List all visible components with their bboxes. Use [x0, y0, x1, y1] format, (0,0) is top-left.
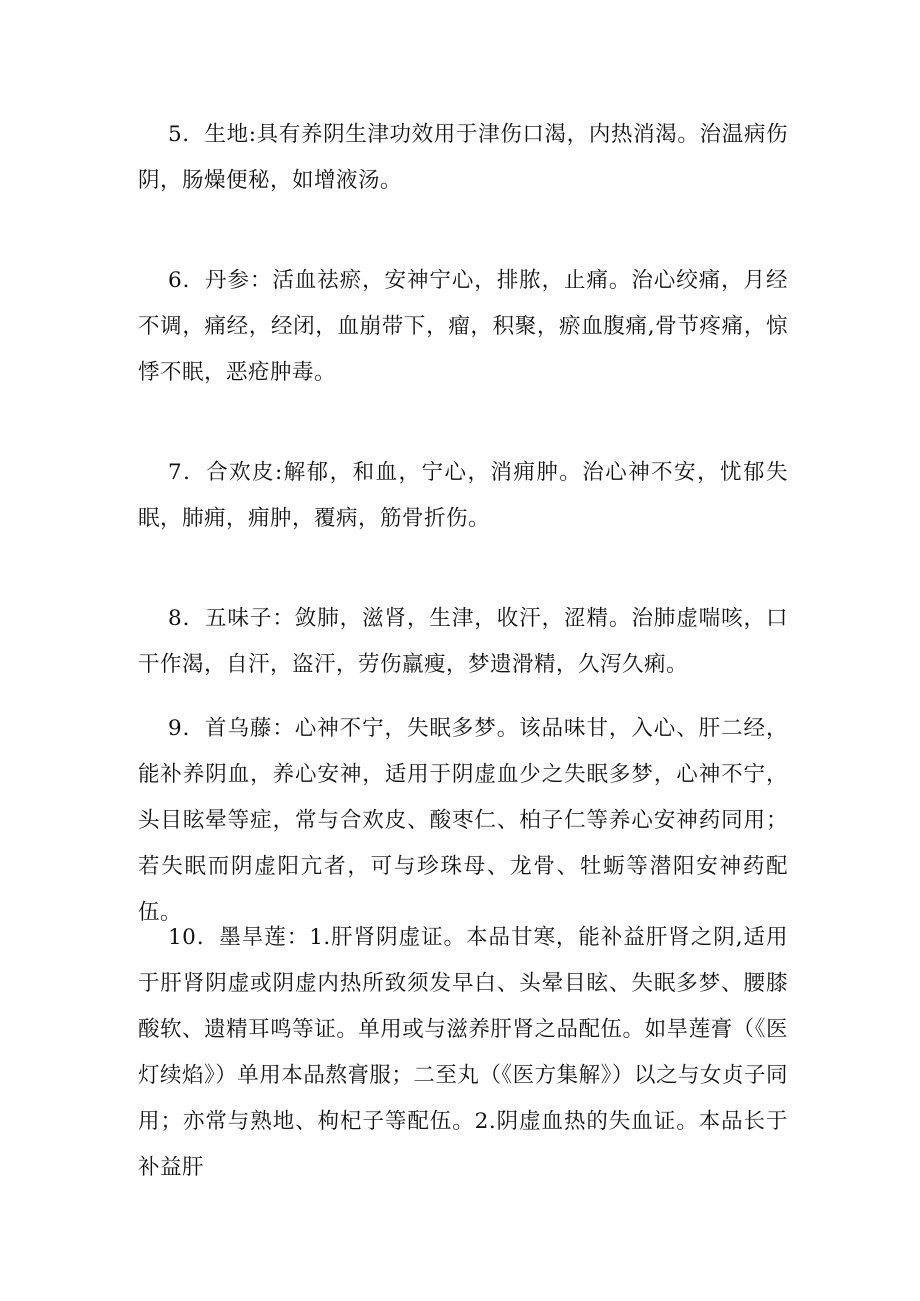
entry-wu-wei-zi: 8．五味子：敛肺，滋肾，生津，收汗，涩精。治肺虚喘咳，口干作渴，自汗，盗汗，劳伤羸瘦，梦遗滑精，久泻久痢。 — [138, 606, 788, 677]
entry-mo-han-lian: 10．墨旱莲：1.肝肾阴虚证。本品甘寒，能补益肝肾之阴,适用于肝肾阴虚或阴虚内热所致须发早白、头晕目眩、失眠多梦、腰膝酸软、遗精耳鸣等证。单用或与滋养肝肾之品配伍。如旱莲膏（《医灯续焰》）单用本品熬膏服；二至丸（《医方集解》）以之与女贞子同用；亦常与熟地、枸杞子等配伍。2.阴虚血热的失血证。本品长于补益肝 — [138, 925, 788, 1180]
entry-he-huan-pi: 7．合欢皮:解郁，和血，宁心，消痈肿。治心神不安，忧郁失眠，肺痈，痈肿，覆病，筋骨折伤。 — [138, 460, 788, 531]
entry-dan-shen: 6．丹参：活血祛瘀，安神宁心，排脓，止痛。治心绞痛，月经不调，痛经，经闭，血崩带下，瘤，积聚，瘀血腹痛,骨节疼痛，惊悸不眠，恶疮肿毒。 — [138, 268, 788, 385]
entry-sheng-di: 5．生地:具有养阴生津功效用于津伤口渴，内热消渴。治温病伤阴，肠燥便秘，如增液汤。 — [138, 122, 788, 193]
entry-shou-wu-teng: 9．首乌藤：心神不宁，失眠多梦。该品味甘，入心、肝二经，能补养阴血，养心安神，适用于阴虚血少之失眠多梦，心神不宁，头目眩晕等症，常与合欢皮、酸枣仁、柏子仁等养心安神药同用；若失眠而阴虚阳亢者，可与珍珠母、龙骨、牡蛎等潜阳安神药配伍。 — [138, 716, 788, 925]
